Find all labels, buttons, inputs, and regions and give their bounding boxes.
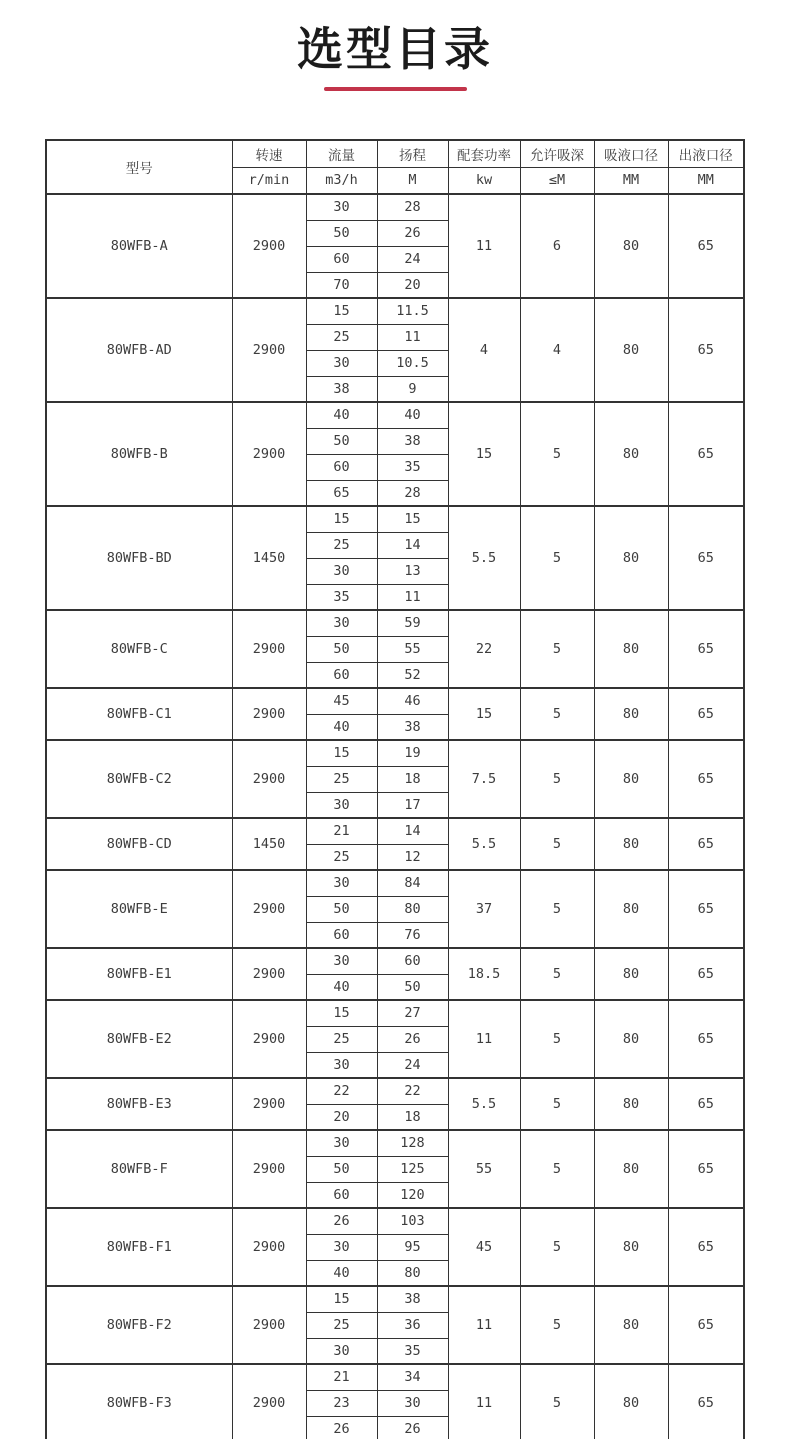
speed-cell: 2900	[232, 1130, 306, 1208]
suction-depth-cell: 5	[520, 740, 594, 818]
head-cell: 84	[377, 870, 448, 896]
inlet-diameter-cell: 80	[594, 948, 668, 1000]
head-cell: 26	[377, 1026, 448, 1052]
head-cell: 18	[377, 766, 448, 792]
flow-cell: 35	[306, 584, 377, 610]
model-cell: 80WFB-CD	[46, 818, 232, 870]
inlet-diameter-cell: 80	[594, 194, 668, 298]
outlet-diameter-cell: 65	[668, 1286, 744, 1364]
suction-depth-cell: 5	[520, 1208, 594, 1286]
suction-depth-cell: 5	[520, 1000, 594, 1078]
table-row	[46, 1000, 744, 1026]
head-cell: 80	[377, 1260, 448, 1286]
head-cell: 52	[377, 662, 448, 688]
flow-cell: 15	[306, 1286, 377, 1312]
suction-depth-cell: 4	[520, 298, 594, 402]
flow-cell: 38	[306, 376, 377, 402]
power-cell: 5.5	[448, 1078, 520, 1130]
head-cell: 120	[377, 1182, 448, 1208]
power-cell: 45	[448, 1208, 520, 1286]
header-head-unit: M	[377, 167, 448, 194]
header-model: 型号	[46, 140, 232, 194]
outlet-diameter-cell: 65	[668, 298, 744, 402]
flow-cell: 30	[306, 558, 377, 584]
table-row	[46, 1286, 744, 1312]
inlet-diameter-cell: 80	[594, 1208, 668, 1286]
table-row	[46, 1130, 744, 1156]
power-cell: 55	[448, 1130, 520, 1208]
outlet-diameter-cell: 65	[668, 870, 744, 948]
header-inlet-diameter: 吸液口径	[594, 140, 668, 167]
flow-cell: 30	[306, 1052, 377, 1078]
head-cell: 38	[377, 1286, 448, 1312]
head-cell: 40	[377, 402, 448, 428]
head-cell: 12	[377, 844, 448, 870]
flow-cell: 30	[306, 1234, 377, 1260]
suction-depth-cell: 5	[520, 1286, 594, 1364]
inlet-diameter-cell: 80	[594, 1364, 668, 1439]
head-cell: 26	[377, 1416, 448, 1439]
head-cell: 80	[377, 896, 448, 922]
suction-depth-cell: 5	[520, 402, 594, 506]
header-outlet-diameter: 出液口径	[668, 140, 744, 167]
head-cell: 35	[377, 454, 448, 480]
header-speed-unit: r/min	[232, 167, 306, 194]
head-cell: 17	[377, 792, 448, 818]
head-cell: 11	[377, 584, 448, 610]
table-row	[46, 506, 744, 532]
suction-depth-cell: 5	[520, 948, 594, 1000]
head-cell: 95	[377, 1234, 448, 1260]
flow-cell: 30	[306, 948, 377, 974]
model-cell: 80WFB-E3	[46, 1078, 232, 1130]
header-inlet-diameter-unit: MM	[594, 167, 668, 194]
head-cell: 35	[377, 1338, 448, 1364]
inlet-diameter-cell: 80	[594, 402, 668, 506]
head-cell: 30	[377, 1390, 448, 1416]
inlet-diameter-cell: 80	[594, 1286, 668, 1364]
flow-cell: 30	[306, 792, 377, 818]
flow-cell: 30	[306, 870, 377, 896]
speed-cell: 2900	[232, 870, 306, 948]
flow-cell: 25	[306, 1312, 377, 1338]
flow-cell: 40	[306, 714, 377, 740]
head-cell: 24	[377, 246, 448, 272]
outlet-diameter-cell: 65	[668, 610, 744, 688]
table-row	[46, 194, 744, 220]
flow-cell: 22	[306, 1078, 377, 1104]
inlet-diameter-cell: 80	[594, 740, 668, 818]
header-row-names	[46, 140, 744, 167]
speed-cell: 2900	[232, 948, 306, 1000]
model-cell: 80WFB-E1	[46, 948, 232, 1000]
model-cell: 80WFB-F2	[46, 1286, 232, 1364]
power-cell: 7.5	[448, 740, 520, 818]
inlet-diameter-cell: 80	[594, 818, 668, 870]
head-cell: 13	[377, 558, 448, 584]
header-flow: 流量	[306, 140, 377, 167]
power-cell: 5.5	[448, 506, 520, 610]
head-cell: 128	[377, 1130, 448, 1156]
outlet-diameter-cell: 65	[668, 1078, 744, 1130]
header-suction-depth: 允许吸深	[520, 140, 594, 167]
flow-cell: 15	[306, 298, 377, 324]
table-row	[46, 298, 744, 324]
head-cell: 125	[377, 1156, 448, 1182]
suction-depth-cell: 5	[520, 818, 594, 870]
head-cell: 15	[377, 506, 448, 532]
inlet-diameter-cell: 80	[594, 688, 668, 740]
outlet-diameter-cell: 65	[668, 688, 744, 740]
table-row	[46, 688, 744, 714]
power-cell: 5.5	[448, 818, 520, 870]
suction-depth-cell: 5	[520, 610, 594, 688]
power-cell: 4	[448, 298, 520, 402]
flow-cell: 30	[306, 610, 377, 636]
head-cell: 38	[377, 428, 448, 454]
power-cell: 11	[448, 1364, 520, 1439]
inlet-diameter-cell: 80	[594, 870, 668, 948]
flow-cell: 60	[306, 1182, 377, 1208]
flow-cell: 40	[306, 974, 377, 1000]
head-cell: 26	[377, 220, 448, 246]
suction-depth-cell: 6	[520, 194, 594, 298]
outlet-diameter-cell: 65	[668, 948, 744, 1000]
speed-cell: 2900	[232, 1078, 306, 1130]
speed-cell: 2900	[232, 740, 306, 818]
model-cell: 80WFB-F1	[46, 1208, 232, 1286]
head-cell: 34	[377, 1364, 448, 1390]
flow-cell: 21	[306, 818, 377, 844]
page-title: 选型目录	[297, 22, 493, 76]
speed-cell: 2900	[232, 194, 306, 298]
speed-cell: 1450	[232, 506, 306, 610]
flow-cell: 70	[306, 272, 377, 298]
head-cell: 38	[377, 714, 448, 740]
head-cell: 59	[377, 610, 448, 636]
flow-cell: 60	[306, 454, 377, 480]
flow-cell: 25	[306, 766, 377, 792]
speed-cell: 2900	[232, 610, 306, 688]
head-cell: 20	[377, 272, 448, 298]
speed-cell: 2900	[232, 1364, 306, 1439]
flow-cell: 50	[306, 1156, 377, 1182]
head-cell: 60	[377, 948, 448, 974]
suction-depth-cell: 5	[520, 506, 594, 610]
flow-cell: 50	[306, 636, 377, 662]
head-cell: 76	[377, 922, 448, 948]
suction-depth-cell: 5	[520, 1364, 594, 1439]
flow-cell: 26	[306, 1416, 377, 1439]
outlet-diameter-cell: 65	[668, 818, 744, 870]
flow-cell: 50	[306, 896, 377, 922]
speed-cell: 2900	[232, 402, 306, 506]
header-power: 配套功率	[448, 140, 520, 167]
table-row	[46, 740, 744, 766]
head-cell: 14	[377, 532, 448, 558]
power-cell: 22	[448, 610, 520, 688]
table-row	[46, 1364, 744, 1390]
flow-cell: 60	[306, 922, 377, 948]
selection-table	[45, 139, 745, 1439]
flow-cell: 40	[306, 402, 377, 428]
suction-depth-cell: 5	[520, 1078, 594, 1130]
speed-cell: 1450	[232, 818, 306, 870]
speed-cell: 2900	[232, 1208, 306, 1286]
flow-cell: 23	[306, 1390, 377, 1416]
table-header	[46, 140, 744, 194]
table-row	[46, 1208, 744, 1234]
power-cell: 11	[448, 194, 520, 298]
table-row	[46, 1078, 744, 1104]
model-cell: 80WFB-A	[46, 194, 232, 298]
header-flow-unit: m3/h	[306, 167, 377, 194]
model-cell: 80WFB-C1	[46, 688, 232, 740]
head-cell: 19	[377, 740, 448, 766]
head-cell: 103	[377, 1208, 448, 1234]
power-cell: 37	[448, 870, 520, 948]
model-cell: 80WFB-C	[46, 610, 232, 688]
header-suction-depth-unit: ≤M	[520, 167, 594, 194]
speed-cell: 2900	[232, 688, 306, 740]
table-row	[46, 870, 744, 896]
flow-cell: 30	[306, 1130, 377, 1156]
header-speed: 转速	[232, 140, 306, 167]
model-cell: 80WFB-BD	[46, 506, 232, 610]
table-row	[46, 948, 744, 974]
outlet-diameter-cell: 65	[668, 506, 744, 610]
header-head: 扬程	[377, 140, 448, 167]
suction-depth-cell: 5	[520, 870, 594, 948]
flow-cell: 25	[306, 1026, 377, 1052]
flow-cell: 60	[306, 246, 377, 272]
head-cell: 36	[377, 1312, 448, 1338]
head-cell: 22	[377, 1078, 448, 1104]
head-cell: 18	[377, 1104, 448, 1130]
flow-cell: 25	[306, 844, 377, 870]
flow-cell: 60	[306, 662, 377, 688]
flow-cell: 15	[306, 506, 377, 532]
power-cell: 11	[448, 1000, 520, 1078]
head-cell: 10.5	[377, 350, 448, 376]
model-cell: 80WFB-F3	[46, 1364, 232, 1439]
table-row	[46, 402, 744, 428]
inlet-diameter-cell: 80	[594, 1130, 668, 1208]
flow-cell: 30	[306, 1338, 377, 1364]
flow-cell: 20	[306, 1104, 377, 1130]
head-cell: 27	[377, 1000, 448, 1026]
flow-cell: 40	[306, 1260, 377, 1286]
model-cell: 80WFB-F	[46, 1130, 232, 1208]
table-row	[46, 818, 744, 844]
model-cell: 80WFB-C2	[46, 740, 232, 818]
flow-cell: 65	[306, 480, 377, 506]
flow-cell: 50	[306, 428, 377, 454]
suction-depth-cell: 5	[520, 688, 594, 740]
head-cell: 50	[377, 974, 448, 1000]
head-cell: 9	[377, 376, 448, 402]
outlet-diameter-cell: 65	[668, 740, 744, 818]
inlet-diameter-cell: 80	[594, 1078, 668, 1130]
flow-cell: 15	[306, 740, 377, 766]
table-body	[46, 194, 744, 1439]
flow-cell: 21	[306, 1364, 377, 1390]
header-power-unit: kw	[448, 167, 520, 194]
outlet-diameter-cell: 65	[668, 194, 744, 298]
speed-cell: 2900	[232, 298, 306, 402]
model-cell: 80WFB-E	[46, 870, 232, 948]
head-cell: 24	[377, 1052, 448, 1078]
flow-cell: 26	[306, 1208, 377, 1234]
head-cell: 14	[377, 818, 448, 844]
head-cell: 28	[377, 194, 448, 220]
outlet-diameter-cell: 65	[668, 1000, 744, 1078]
outlet-diameter-cell: 65	[668, 1208, 744, 1286]
table-row	[46, 610, 744, 636]
outlet-diameter-cell: 65	[668, 402, 744, 506]
inlet-diameter-cell: 80	[594, 298, 668, 402]
model-cell: 80WFB-B	[46, 402, 232, 506]
power-cell: 15	[448, 402, 520, 506]
outlet-diameter-cell: 65	[668, 1130, 744, 1208]
inlet-diameter-cell: 80	[594, 1000, 668, 1078]
head-cell: 11	[377, 324, 448, 350]
head-cell: 28	[377, 480, 448, 506]
flow-cell: 50	[306, 220, 377, 246]
head-cell: 55	[377, 636, 448, 662]
inlet-diameter-cell: 80	[594, 506, 668, 610]
inlet-diameter-cell: 80	[594, 610, 668, 688]
outlet-diameter-cell: 65	[668, 1364, 744, 1439]
model-cell: 80WFB-E2	[46, 1000, 232, 1078]
head-cell: 46	[377, 688, 448, 714]
header-outlet-diameter-unit: MM	[668, 167, 744, 194]
flow-cell: 30	[306, 194, 377, 220]
suction-depth-cell: 5	[520, 1130, 594, 1208]
flow-cell: 30	[306, 350, 377, 376]
speed-cell: 2900	[232, 1286, 306, 1364]
flow-cell: 45	[306, 688, 377, 714]
model-cell: 80WFB-AD	[46, 298, 232, 402]
speed-cell: 2900	[232, 1000, 306, 1078]
flow-cell: 25	[306, 324, 377, 350]
flow-cell: 15	[306, 1000, 377, 1026]
power-cell: 18.5	[448, 948, 520, 1000]
power-cell: 15	[448, 688, 520, 740]
head-cell: 11.5	[377, 298, 448, 324]
title-underline	[324, 87, 467, 91]
power-cell: 11	[448, 1286, 520, 1364]
flow-cell: 25	[306, 532, 377, 558]
